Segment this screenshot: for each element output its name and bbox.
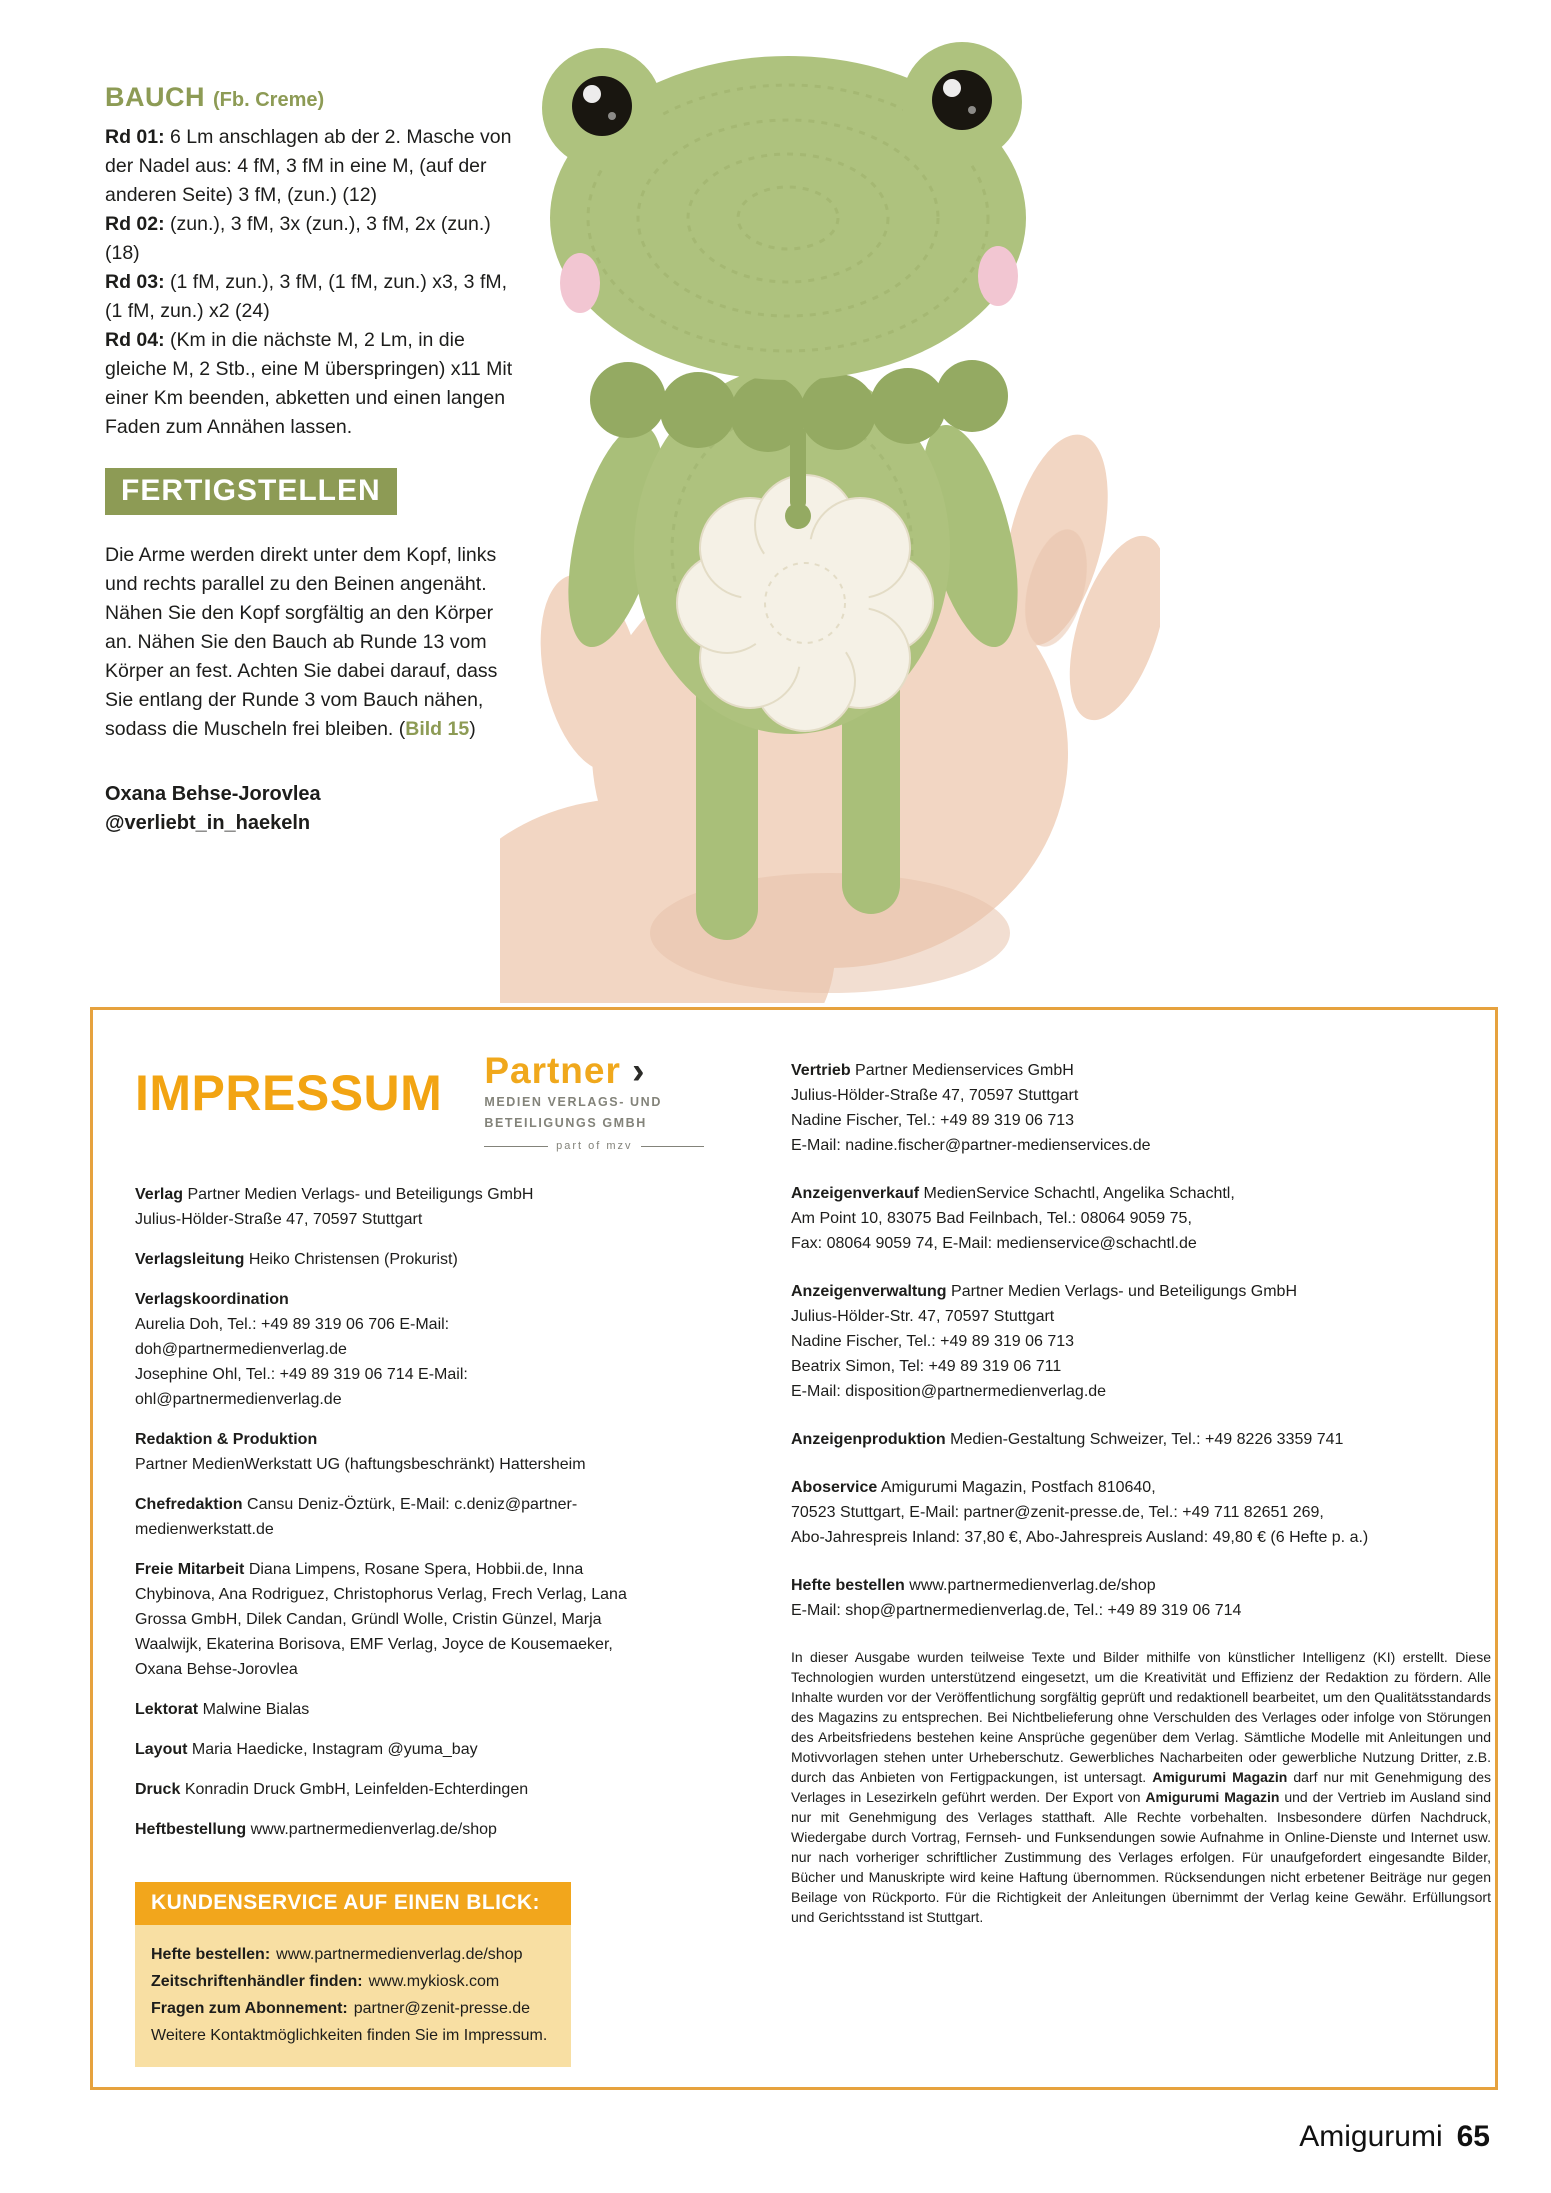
entry-inline-text: Amigurumi Magazin, Postfach 810640, (880, 1479, 1156, 1496)
entry-line: Nadine Fischer, Tel.: +49 89 319 06 713 (791, 1333, 1075, 1350)
logo-wordmark: Partner › (484, 1050, 646, 1091)
entry-inline-text: www.partnermedienverlag.de/shop (909, 1577, 1156, 1594)
round-text: (zun.), 3 fM, 3x (zun.), 3 fM, 2x (zun.) (18) (105, 213, 491, 264)
kundenservice-header: KUNDENSERVICE AUF EINEN BLICK: (135, 1882, 571, 1925)
impressum-entry (135, 1287, 627, 1412)
frog-eye-right (932, 70, 992, 130)
tagline-rule-left (484, 1146, 548, 1147)
entry-label: Verlag (135, 1186, 184, 1203)
entry-line: Am Point 10, 83075 Bad Feilnbach, Tel.: 08064 9059 75, (791, 1210, 1192, 1227)
impressum-entry (135, 1777, 627, 1802)
entry-inline-text: www.partnermedienverlag.de/shop (250, 1821, 497, 1838)
kundenservice-line (151, 1941, 555, 1968)
fine-print-segment: und der Vertrieb im Ausland sind nur mit Genehmigung des Verlages statthaft. Alle Rechte vorbehalten. Insbesondere dürfen Nachdruck, Wiedergabe durch Vortrag, Fernseh- und Funksendungen sowie Aufnahme in Online-Dienste und Internet usw. nur nach vorheriger schriftlicher Zustimmung des Verlages erfolgen. Für unaufgefordert eingesandte Bilder, Bücher und Manuskripte wird keine Haftung übernommen. Rücksendungen nicht erbetener Beiträge nur gegen Beilage von Rückporto. Für die Richtigkeit der Anleitungen übernimmt der Verlag keine Gewähr. Erfüllungsort und Gerichtsstand ist Stuttgart. (791, 1789, 1491, 1925)
author-credit (105, 780, 513, 838)
entry-line: Nadine Fischer, Tel.: +49 89 319 06 713 (791, 1112, 1075, 1129)
tagline-rule-right (641, 1146, 705, 1147)
entry-line: E-Mail: disposition@partnermedienverlag.de (791, 1383, 1107, 1400)
entry-inline-text: Maria Haedicke, Instagram @yuma_bay (191, 1741, 478, 1758)
fine-print-segment: darf nur mit Genehmigung des Verlages in Lesezirkeln geführt werden. Der Export von (791, 1769, 1491, 1805)
entry-line: E-Mail: shop@partnermedienverlag.de, Tel.: +49 89 319 06 714 (791, 1602, 1242, 1619)
impressum-header (135, 1050, 662, 1152)
frog-illustration (500, 28, 1160, 1003)
impressum-entry (135, 1492, 627, 1542)
impressum-title: IMPRESSUM (135, 1065, 443, 1121)
entry-line: Beatrix Simon, Tel: +49 89 319 06 711 (791, 1358, 1062, 1375)
fine-print (791, 1647, 1491, 1927)
entry-label: Aboservice (791, 1479, 878, 1496)
round-label: Rd 01: (105, 126, 165, 148)
frog-photo (500, 28, 1160, 1003)
impressum-entry (791, 1058, 1491, 1158)
entry-inline-text: Partner Medienservices GmbH (855, 1062, 1074, 1079)
finish-paragraph: Die Arme werden direkt unter dem Kopf, links und rechts parallel zu den Beinen angenäht. Nähen Sie den Kopf sorgfältig an den Körper an. Nähen Sie den Bauch ab Runde 13 vom Körper an fest. Achten Sie dabei darauf, dass Sie entlang der Runde 3 vom Bauch nähen, sodass die Muscheln frei bleiben. (Bild 15) (105, 544, 498, 740)
logo-tagline: part of mzv (484, 1140, 704, 1152)
author-handle: @verliebt_in_haekeln (105, 812, 311, 834)
fine-print-segment: Amigurumi Magazin (1145, 1789, 1280, 1805)
kundenservice-value: www.partnermedienverlag.de/shop (276, 1946, 523, 1963)
entry-line: Aurelia Doh, Tel.: +49 89 319 06 706 E-Mail: doh@partnermedienverlag.de (135, 1316, 450, 1358)
footer-brand: Amigurumi (1299, 2120, 1443, 2153)
entry-line: Julius-Hölder-Straße 47, 70597 Stuttgart (791, 1087, 1079, 1104)
entry-inline-text: Malwine Bialas (202, 1701, 310, 1718)
finish-text: Die Arme werden direkt unter dem Kopf, links und rechts parallel zu den Beinen angenäht. Nähen Sie den Kopf sorgfältig an den Körper an. Nähen Sie den Bauch ab Runde 13 vom Körper an fest. Achten Sie dabei darauf, dass Sie entlang der Runde 3 vom Bauch nähen, sodass die Muscheln frei bleiben. ( (105, 544, 498, 740)
entry-line: Josephine Ohl, Tel.: +49 89 319 06 714 E-Mail: ohl@partnermedienverlag.de (135, 1366, 468, 1408)
pattern-round-line (105, 268, 513, 326)
entry-label: Heftbestellung (135, 1821, 247, 1838)
pattern-rounds (105, 123, 513, 442)
entry-inline-text: MedienService Schachtl, Angelika Schachtl, (923, 1185, 1235, 1202)
kundenservice-label: Zeitschriftenhändler finden: (151, 1973, 363, 1990)
impressum-entry (791, 1181, 1491, 1256)
entry-inline-text: Heiko Christensen (Prokurist) (248, 1251, 458, 1268)
entry-label: Anzeigenproduktion (791, 1431, 946, 1448)
round-label: Rd 04: (105, 329, 165, 351)
entry-label: Hefte bestellen (791, 1577, 905, 1594)
entry-line: Fax: 08064 9059 74, E-Mail: medienservice@schachtl.de (791, 1235, 1197, 1252)
kundenservice-line (151, 1968, 555, 1995)
logo-subline-1: MEDIEN VERLAGS- UND (484, 1095, 662, 1109)
entry-inline-text: Partner Medien Verlags- und Beteiligungs GmbH (951, 1283, 1297, 1300)
section-subtitle: (Fb. Creme) (213, 89, 325, 111)
entry-inline-text: Konradin Druck GmbH, Leinfelden-Echterdingen (184, 1781, 529, 1798)
impressum-entry (135, 1247, 627, 1272)
entry-inline-text: Cansu Deniz-Öztürk, E-Mail: c.deniz@partner-medienwerkstatt.de (135, 1496, 578, 1538)
entry-label: Layout (135, 1741, 188, 1758)
impressum-entry (135, 1697, 627, 1722)
impressum-entry (135, 1737, 627, 1762)
entry-label: Redaktion & Produktion (135, 1431, 318, 1448)
impressum-entry (135, 1557, 627, 1682)
entry-label: Verlagsleitung (135, 1251, 245, 1268)
impressum-left-entries (135, 1182, 627, 1842)
fine-print-segment: In dieser Ausgabe wurden teilweise Texte und Bilder mithilfe von künstlicher Intelligenz (KI) erstellt. Diese Technologien wurden unterstützend eingesetzt, um die Kreativität und Effizienz der Redaktion zu fördern. Alle Inhalte wurden vor der Veröffentlichung sorgfältig geprüft und redaktionell bearbeitet, um den Qualitätsstandards des Magazins zu entsprechen. Bei Nichtbelieferung ohne Verschulden des Verlages oder infolge von Störungen des Arbeitsfriedens bestehen keine Ansprüche gegenüber dem Verlag. Sämtliche Modelle mit Anleitungen und Motivvorlagen stehen unter Urheberschutz. Gewerbliches Nacharbeiten oder gewerbliche Nutzung Dritter, z.B. durch das Anbieten von Fertigpackungen, ist untersagt. (791, 1649, 1491, 1785)
impressum-left-column (135, 1050, 662, 2067)
fertigstellen-band: FERTIGSTELLEN (105, 468, 397, 515)
pattern-column (105, 82, 513, 838)
kundenservice-body (135, 1925, 571, 2067)
impressum-right-entries (791, 1058, 1491, 1623)
kundenservice-panel (135, 1882, 571, 2067)
kundenservice-value: Weitere Kontaktmöglichkeiten finden Sie im Impressum. (151, 2027, 548, 2044)
impressum-entry (135, 1817, 627, 1842)
entry-line: Partner MedienWerkstatt UG (haftungsbeschränkt) Hattersheim (135, 1456, 586, 1473)
entry-label: Lektorat (135, 1701, 199, 1718)
kundenservice-line (151, 1995, 555, 2022)
impressum-entry (791, 1279, 1491, 1404)
logo-arrow-icon: › (632, 1050, 646, 1091)
page-footer (1100, 2120, 1490, 2154)
entry-line: 70523 Stuttgart, E-Mail: partner@zenit-presse.de, Tel.: +49 711 82651 269, (791, 1504, 1324, 1521)
entry-label: Druck (135, 1781, 181, 1798)
entry-label: Anzeigenverkauf (791, 1185, 920, 1202)
pattern-round-line (105, 123, 513, 210)
kundenservice-line (151, 2022, 555, 2049)
figure-reference: Bild 15 (405, 718, 470, 740)
logo-subline-2: BETEILIGUNGS GMBH (484, 1116, 647, 1130)
kundenservice-value: www.mykiosk.com (368, 1973, 500, 1990)
impressum-entry (791, 1427, 1491, 1452)
impressum-entry (791, 1573, 1491, 1623)
frog-cheek-right (978, 246, 1018, 306)
frog-cheek-left (560, 253, 600, 313)
round-text: (Km in die nächste M, 2 Lm, in die gleiche M, 2 Stb., eine M überspringen) x11 Mit einer Km beenden, abketten und einen langen Faden zum Annähen lassen. (105, 329, 513, 438)
frog-eye-left (572, 76, 632, 136)
footer-page-number: 65 (1456, 2120, 1490, 2153)
kundenservice-label: Hefte bestellen: (151, 1946, 271, 1963)
entry-label: Freie Mitarbeit (135, 1561, 245, 1578)
entry-line: Julius-Hölder-Str. 47, 70597 Stuttgart (791, 1308, 1055, 1325)
round-label: Rd 02: (105, 213, 165, 235)
impressum-entry (791, 1475, 1491, 1550)
entry-inline-text: Diana Limpens, Rosane Spera, Hobbii.de, Inna Chybinova, Ana Rodriguez, Christophorus Verlag, Frech Verlag, Lana Grossa GmbH, Dilek Candan, Gründl Wolle, Cristin Günzel, Marja Waalwijk, Ekaterina Borisova, EMF Verlag, Joyce de Kousemaeker, Oxana Behse-Jorovlea (135, 1561, 627, 1678)
entry-label: Verlagskoordination (135, 1291, 289, 1308)
pattern-round-line (105, 326, 513, 442)
author-name: Oxana Behse-Jorovlea (105, 783, 321, 805)
entry-line: Julius-Hölder-Straße 47, 70597 Stuttgart (135, 1211, 423, 1228)
entry-inline-text: Medien-Gestaltung Schweizer, Tel.: +49 8226 3359 741 (950, 1431, 1344, 1448)
kundenservice-value: partner@zenit-presse.de (353, 2000, 531, 2017)
entry-line: Abo-Jahrespreis Inland: 37,80 €, Abo-Jahrespreis Ausland: 49,80 € (6 Hefte p. a.) (791, 1529, 1369, 1546)
section-title: BAUCH (105, 82, 205, 112)
fine-print-segment: Amigurumi Magazin (1152, 1769, 1288, 1785)
impressum-entry (135, 1182, 627, 1232)
pattern-round-line (105, 210, 513, 268)
entry-inline-text: Partner Medien Verlags- und Beteiligungs GmbH (187, 1186, 534, 1203)
entry-label: Chefredaktion (135, 1496, 243, 1513)
kundenservice-label: Fragen zum Abonnement: (151, 2000, 348, 2017)
section-heading-bauch (105, 82, 513, 115)
entry-label: Anzeigenverwaltung (791, 1283, 947, 1300)
impressum-right-column (791, 1058, 1491, 1927)
entry-line: E-Mail: nadine.fischer@partner-medienservices.de (791, 1137, 1151, 1154)
round-text: (1 fM, zun.), 3 fM, (1 fM, zun.) x3, 3 fM, (1 fM, zun.) x2 (24) (105, 271, 508, 322)
entry-label: Vertrieb (791, 1062, 851, 1079)
partner-logo (484, 1052, 704, 1152)
impressum-box (90, 1007, 1498, 2090)
round-text: 6 Lm anschlagen ab der 2. Masche von der Nadel aus: 4 fM, 3 fM in eine M, (auf der anderen Seite) 3 fM, (zun.) (12) (105, 126, 512, 206)
round-label: Rd 03: (105, 271, 165, 293)
impressum-entry (135, 1427, 627, 1477)
